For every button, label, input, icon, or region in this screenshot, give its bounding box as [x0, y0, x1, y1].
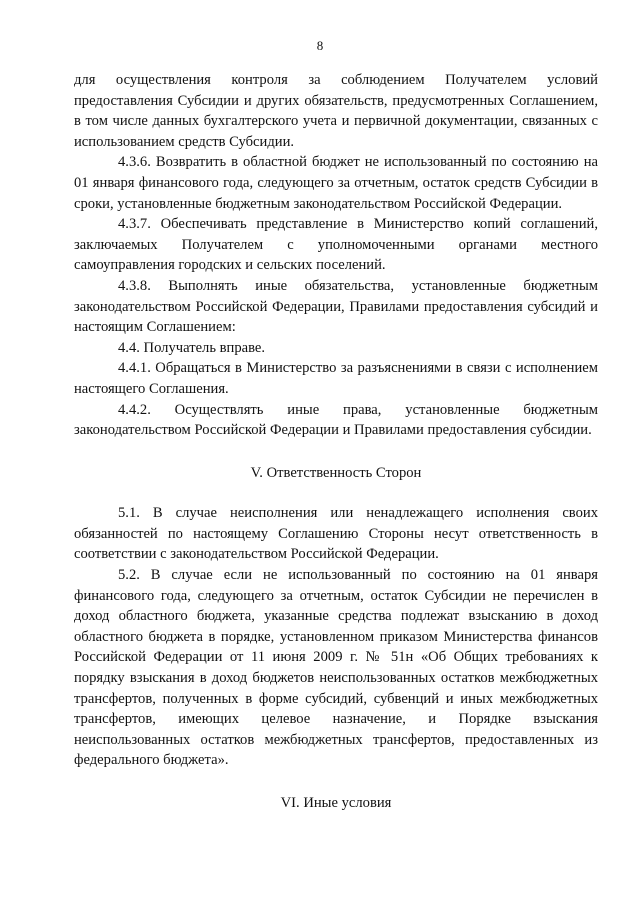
- paragraph-4-3-6: 4.3.6. Возвратить в областной бюджет не использованный по состоянию на 01 января финансового года, следующего за отчетным, остаток средств Субсидии в сроки, установленные бюджетным законодательством Российской Федерации.: [74, 154, 598, 212]
- paragraph: для осуществления контроля за соблюдением Получателем условий предоставления Субсидии и других обязательств, предусмотренных Соглашением, в том числе данных бухгалтерского учета и первичной документации, связанных с использованием средств Субсидии.: [74, 72, 598, 150]
- paragraph-4-3-7: 4.3.7. Обеспечивать представление в Министерство копий соглашений, заключаемых Получателем с уполномоченными органами местного самоуправления городских и сельских поселений.: [74, 216, 598, 274]
- paragraph-5-2: 5.2. В случае если не использованный по состоянию на 01 января финансового года, следующего за отчетным, остаток Субсидии не перечислен в доход областного бюджета, указанные средства подлежат взысканию в доход областного бюджета в порядке, установленном приказом Министерства финансов Российской Федерации от 11 июня 2009 г. № 51н «Об Общих требованиях к порядку взыскания в доход бюджетов неиспользованных остатков межбюджетных трансфертов, полученных в форме субсидий, субвенций и иных межбюджетных трансфертов, имеющих целевое назначение, и Порядке взыскания неиспользованных остатков межбюджетных трансфертов, предоставленных из федерального бюджета».: [74, 567, 598, 769]
- paragraph-4-4-1: 4.4.1. Обращаться в Министерство за разъяснениями в связи с исполнением настоящего Соглашения.: [74, 360, 598, 397]
- section-6-heading: VI. Иные условия: [280, 795, 392, 811]
- section-5-heading: V. Ответственность Сторон: [250, 464, 422, 481]
- paragraph-4-4-2: 4.4.2. Осуществлять иные права, установленные бюджетным законодательством Российской Федерации и Правилами предоставления субсидии.: [74, 401, 598, 439]
- page-number: 8: [316, 38, 324, 53]
- paragraph-5-1: 5.1. В случае неисполнения или ненадлежащего исполнения своих обязанностей по настоящему Соглашению Стороны несут ответственность в соответствии с законодательством Российской Федерации.: [74, 505, 598, 563]
- paragraph-4-3-8: 4.3.8. Выполнять иные обязательства, установленные бюджетным законодательством Российской Федерации, Правилами предоставления субсидий и настоящим Соглашением:: [74, 277, 598, 336]
- document-body: [74, 70, 598, 814]
- paragraph-4-4: 4.4. Получатель вправе.: [118, 339, 266, 356]
